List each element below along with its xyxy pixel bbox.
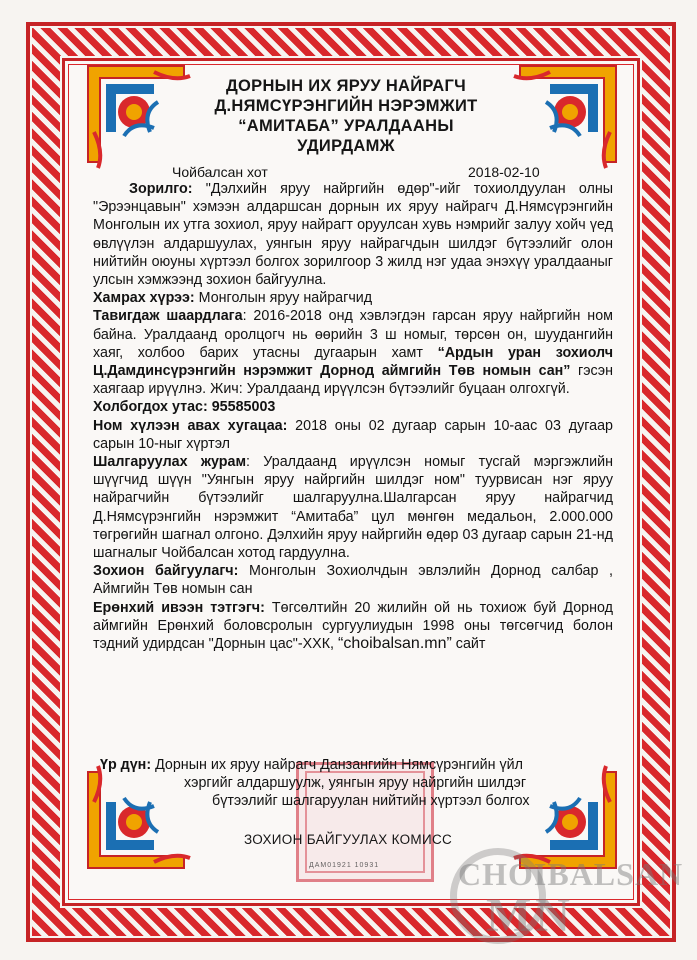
scope-text: Монголын яруу найрагчид: [194, 290, 373, 307]
title-line-2: Д.НЯМСҮРЭНГИЙН НЭРЭМЖИТ: [214, 97, 478, 115]
selection-label: Шалгаруулах журам: [93, 454, 247, 471]
sponsor-paragraph: [93, 599, 613, 654]
result-line-2: хэргийг алдаршуулж, уянгын яруу найргийн шилдэг: [184, 775, 527, 791]
result-text-1: Дорнын их яруу найрагч Данзангийн Нямсүрэнгийн үйл: [151, 757, 523, 773]
goal-text: "Дэлхийн яруу найргийн өдөр"-ийг тохиолдуулан олны "Эрээнцавын" хэмээн алдаршсан дорнын их яруу найрагч Д.Нямсүрэнгийн Монголын их утга зохиол, яруу найрагт оруулсан хувь нэмрийг залуу хойч үед өвлүүлэн алдаршуулах, уянгын яруу найрагчдын шилдэг бүтээлийг олон нийтийн оюуны хүртээл болгох зорилгоор 3 жилд нэг удаа энэхүү уралдааныг улсын хэмжээнд зохион байгуулна.: [93, 181, 613, 289]
title-line-4: УДИРДАМЖ: [297, 137, 395, 155]
deadline-label: Ном хүлээн авах хугацаа:: [93, 417, 288, 434]
document-title: [196, 76, 496, 156]
result-line-3: бүтээлийг шалгаруулан нийтийн хүртээл болгох: [212, 793, 530, 809]
watermark-bottom-text: MN: [486, 889, 574, 942]
phone-label: Холбогдох утас: 95585003: [93, 399, 276, 416]
organizer-paragraph: [93, 562, 613, 598]
goal-label: Зорилго:: [129, 181, 193, 197]
sponsor-text: Төгсөлтийн 20 жилийн ой нь тохиож буй Дорнод аймгийн Ерөнхий боловсролын сургуулиудын 1998 оны төгсөгчид болон тэдний удирдсан "Дорнын цас"-ХХК,: [93, 599, 613, 653]
stamp-number: ДАМ01921 10931: [309, 862, 380, 869]
requirements-label: Тавигдаж шаардлага: [93, 308, 243, 325]
title-line-1: ДОРНЫН ИХ ЯРУУ НАЙРАГЧ: [225, 77, 467, 95]
committee-signature: ЗОХИОН БАЙГУУЛАХ КОМИСС: [244, 832, 453, 847]
scope-paragraph: [93, 289, 613, 307]
requirements-text-2: гэсэн хаягаар ирүүлнэ. Жич: Уралдаанд ирүүлсэн бүтээлийг буцаан олгохгүй.: [93, 363, 613, 398]
sponsor-label: Ерөнхий ивээн тэтгэгч:: [93, 599, 265, 616]
result-paragraph: [100, 756, 600, 810]
selection-text: : Уралдаанд ирүүлсэн номыг тусгай мэргэжлийн шүүгчид шүүн "Уянгын яруу найргийн шилдэг ном" туурвисан нэг яруу найрагчийн бүтээлийг шалгаруулна.Шалгарсан яруу найрагчид Д.Нямсүрэнгийн нэрэмжит “Амитаба” цул мөнгөн медальон, 2.000.000 төгрөгийн шагнал олгоно. Дэлхийн яруу найргийн өдөр 03 дугаар сарын 21-нд шагналыг Чойбалсан хотод гардуулна.: [93, 454, 613, 562]
watermark-top-text: CHOIBALSAN: [458, 856, 684, 892]
date-label: 2018-02-10: [468, 164, 540, 180]
result-label: Үр дүн:: [100, 757, 152, 773]
requirements-text-1: : 2016-2018 онд хэвлэгдэн гарсан яруу найргийн ном байна. Уралдаанд оролцогч нь өөрийн 3 ш номыг, төрсөн он, шуудангийн хаяг, холбоо барих утасны дугаарын хамт: [93, 308, 613, 361]
result-line-1: [100, 756, 600, 774]
place-label: Чойбалсан хот: [172, 164, 268, 180]
requirements-address: “Ардын уран зохиолч Ц.Дамдинсүрэнгийн нэрэмжит Дорнод аймгийн Төв номын сан”: [93, 344, 613, 380]
title-line-3: “АМИТАБА” УРАЛДААНЫ: [238, 117, 454, 135]
corner-ornament-top-right: [508, 62, 620, 174]
sponsor-site: “choibalsan.mn”: [338, 635, 452, 653]
organizer-label: Зохион байгуулагч:: [93, 563, 239, 580]
document-body: [93, 180, 613, 653]
goal-paragraph: [93, 180, 613, 289]
sponsor-tail: сайт: [451, 636, 486, 653]
deadline-text: 2018 оны 02 дугаар сарын 10-аас 03 дугаар сарын 10-ныг хүртэл: [93, 417, 613, 452]
corner-ornament-top-left: [84, 62, 196, 174]
organizer-text: Монголын Зохиолчдын эвлэлийн Дорнод салбар , Аймгийн Төв номын сан: [93, 563, 613, 598]
phone-paragraph: [93, 398, 613, 416]
site-watermark: [450, 848, 696, 948]
requirements-paragraph: [93, 307, 613, 398]
scope-label: Хамрах хүрээ:: [93, 290, 195, 307]
deadline-paragraph: [93, 417, 613, 453]
selection-paragraph: [93, 453, 613, 562]
